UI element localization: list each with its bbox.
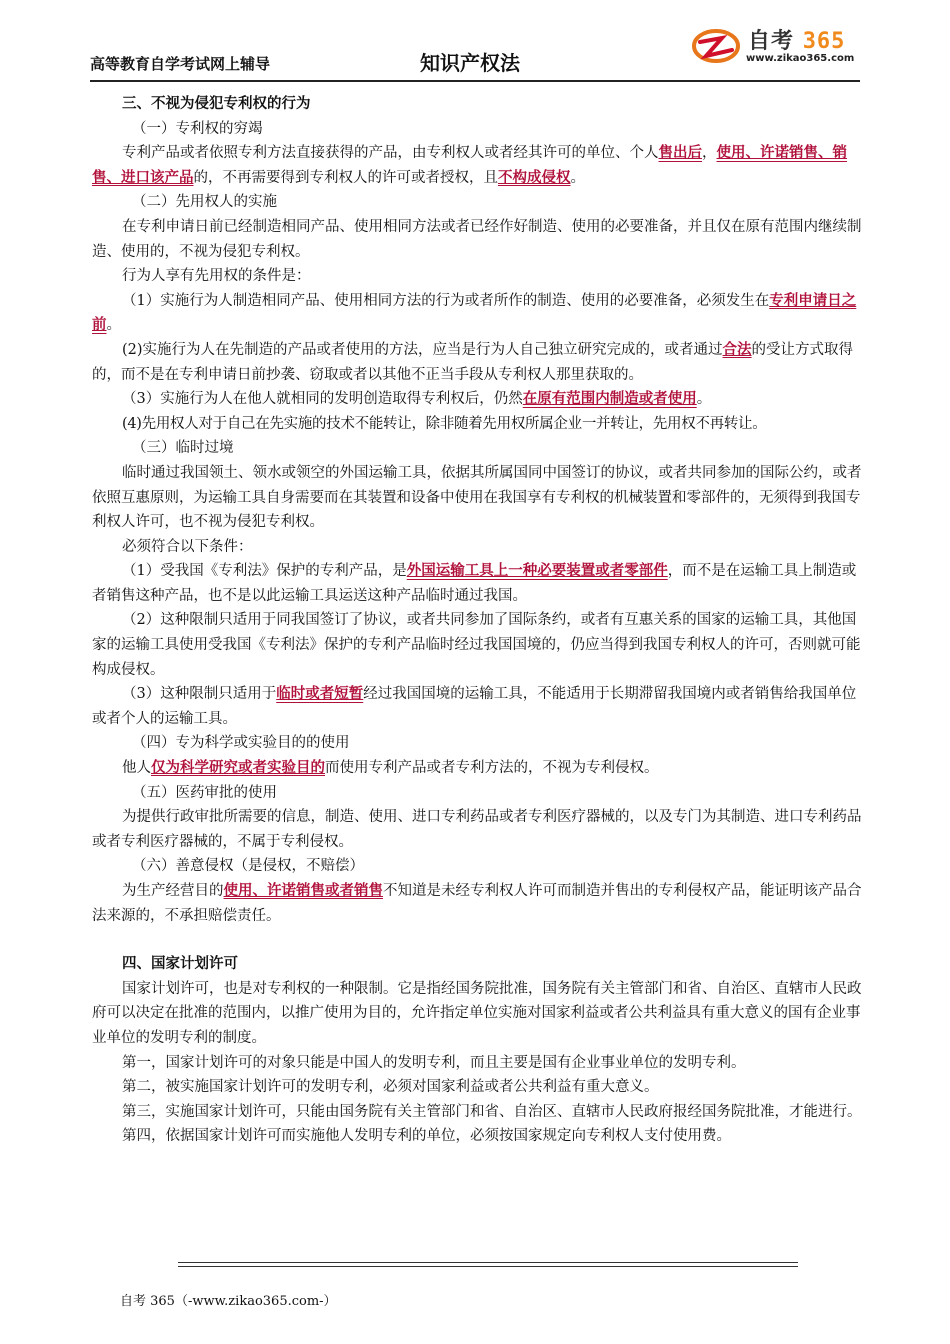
- highlight: 使用、许诺销售或者销售: [223, 882, 383, 899]
- section-heading: 四、国家计划许可: [122, 956, 238, 973]
- logo-swoosh-icon: [692, 28, 740, 64]
- subheading: （二）先用权人的实施: [132, 194, 277, 211]
- page-header: [90, 22, 860, 78]
- paragraph: 国家计划许可，也是对专利权的一种限制。它是指经国务院批准，国务院有关主管部门和省、自治区、直辖市人民政府可以决定在批准的范围内，以推广使用为目的，允许指定单位实施对国家利益或者公共利益具有重大意义的国有企业事业单位的发明专利的制度。: [92, 980, 862, 1046]
- header-subtitle: 高等教育自学考试网上辅导: [90, 55, 271, 73]
- paragraph: （3）这种限制只适用于临时或者短暂经过我国国境的运输工具，不能适用于长期滞留我国境内或者销售给我国单位或者个人的运输工具。: [92, 685, 857, 727]
- highlight: 合法: [722, 340, 752, 358]
- logo-url: www.zikao365.com: [746, 53, 855, 64]
- page-title: 知识产权法: [420, 51, 520, 75]
- paragraph: 行为人享有先用权的条件是：: [122, 268, 311, 285]
- subheading: （六）善意侵权（是侵权，不赔偿）: [132, 858, 364, 875]
- highlight: 售出后: [658, 144, 702, 162]
- paragraph: （1）实施行为人制造相同产品、使用相同方法的行为或者所作的制造、使用的必要准备，必须发生在专利申请日之前。: [92, 291, 857, 334]
- paragraph: （1）受我国《专利法》保护的专利产品，是外国运输工具上一种必要装置或者零部件，而不是在运输工具上制造或者销售这种产品，也不是以此运输工具运送这种产品临时通过我国。: [92, 562, 857, 604]
- subheading: （三）临时过境: [132, 440, 234, 457]
- page-footer: 自考 365（-www.zikao365.com-）: [120, 1294, 337, 1309]
- highlight: 专利申请日之前: [92, 291, 857, 334]
- document-body: [92, 92, 866, 1149]
- paragraph: 为提供行政审批所需要的信息，制造、使用、进口专利药品或者专利医疗器械的，以及专门为其制造、进口专利药品或者专利医疗器械的，不属于专利侵权。: [92, 809, 862, 850]
- highlight: 临时或者短暂: [276, 685, 364, 703]
- section-heading: 三、不视为侵犯专利权的行为: [122, 96, 311, 112]
- highlight: 在原有范围内制造或者使用: [522, 390, 697, 408]
- paragraph: 他人仅为科学研究或者实验目的而使用专利产品或者专利方法的，不视为专利侵权。: [122, 759, 659, 777]
- footer-divider: [178, 1262, 798, 1267]
- paragraph: (2)实施行为人在先制造的产品或者使用的方法，应当是行为人自己独立研究完成的，或者通过合法的受让方式取得的，而不是在专利申请日前抄袭、窃取或者以其他不正当手段从专利权人那里获取的。: [92, 340, 854, 383]
- paragraph: （3）实施行为人在他人就相同的发明创造取得专利权后，仍然在原有范围内制造或者使用。: [122, 390, 712, 408]
- zikao365-logo: [690, 22, 860, 70]
- logo-brand: 自考 365: [748, 29, 846, 54]
- paragraph: 在专利申请日前已经制造相同产品、使用相同方法或者已经作好制造、使用的必要准备，并且仅在原有范围内继续制造、使用的，不视为侵犯专利权。: [92, 218, 862, 260]
- paragraph: 临时通过我国领土、领水或领空的外国运输工具，依据其所属国同中国签订的协议，或者共同参加的国际公约，或者依照互惠原则，为运输工具自身需要而在其装置和设备中使用在我国享有专利权的机械装置和零部件的，无须得到我国专利权人许可，也不视为侵犯专利权。: [92, 464, 862, 531]
- header-divider: [90, 80, 860, 82]
- paragraph: 专利产品或者依照专利方法直接获得的产品，由专利权人或者经其许可的单位、个人售出后，使用、许诺销售、销售、进口该产品的，不再需要得到专利权人的许可或者授权，且不构成侵权。: [92, 144, 847, 186]
- paragraph: 第三，实施国家计划许可，只能由国务院有关主管部门和省、自治区、直辖市人民政府报经国务院批准，才能进行。: [122, 1103, 862, 1120]
- paragraph: （2）这种限制只适用于同我国签订了协议，或者共同参加了国际条约，或者有互惠关系的国家的运输工具，其他国家的运输工具使用受我国《专利法》保护的专利产品临时经过我国国境的，仍应当得到我国专利权人的许可，否则就可能构成侵权。: [92, 612, 861, 678]
- paragraph: 必须符合以下条件：: [122, 538, 253, 555]
- subheading: （四）专为科学或实验目的的使用: [132, 735, 350, 752]
- subheading: （五）医药审批的使用: [132, 784, 277, 801]
- paragraph: 第二，被实施国家计划许可的发明专利，必须对国家利益或者公共利益有重大意义。: [122, 1079, 659, 1096]
- highlight: 外国运输工具上一种必要装置或者零部件: [406, 562, 668, 580]
- highlight: 使用、许诺销售、销售、进口该产品: [92, 144, 847, 186]
- highlight: 仅为科学研究或者实验目的: [151, 759, 325, 777]
- subheading: （一）专利权的穷竭: [132, 120, 263, 137]
- paragraph: (4)先用权人对于自己在先实施的技术不能转让，除非随着先用权所属企业一并转让，先用权不再转让。: [122, 415, 767, 432]
- highlight: 不构成侵权: [498, 168, 571, 186]
- paragraph: 第一，国家计划许可的对象只能是中国人的发明专利，而且主要是国有企业事业单位的发明专利。: [122, 1054, 746, 1071]
- paragraph: 为生产经营目的使用、许诺销售或者销售不知道是未经专利权人许可而制造并售出的专利侵权产品，能证明该产品合法来源的，不承担赔偿责任。: [92, 882, 862, 924]
- paragraph: 第四，依据国家计划许可而实施他人发明专利的单位，必须按国家规定向专利权人支付使用费。: [122, 1128, 731, 1145]
